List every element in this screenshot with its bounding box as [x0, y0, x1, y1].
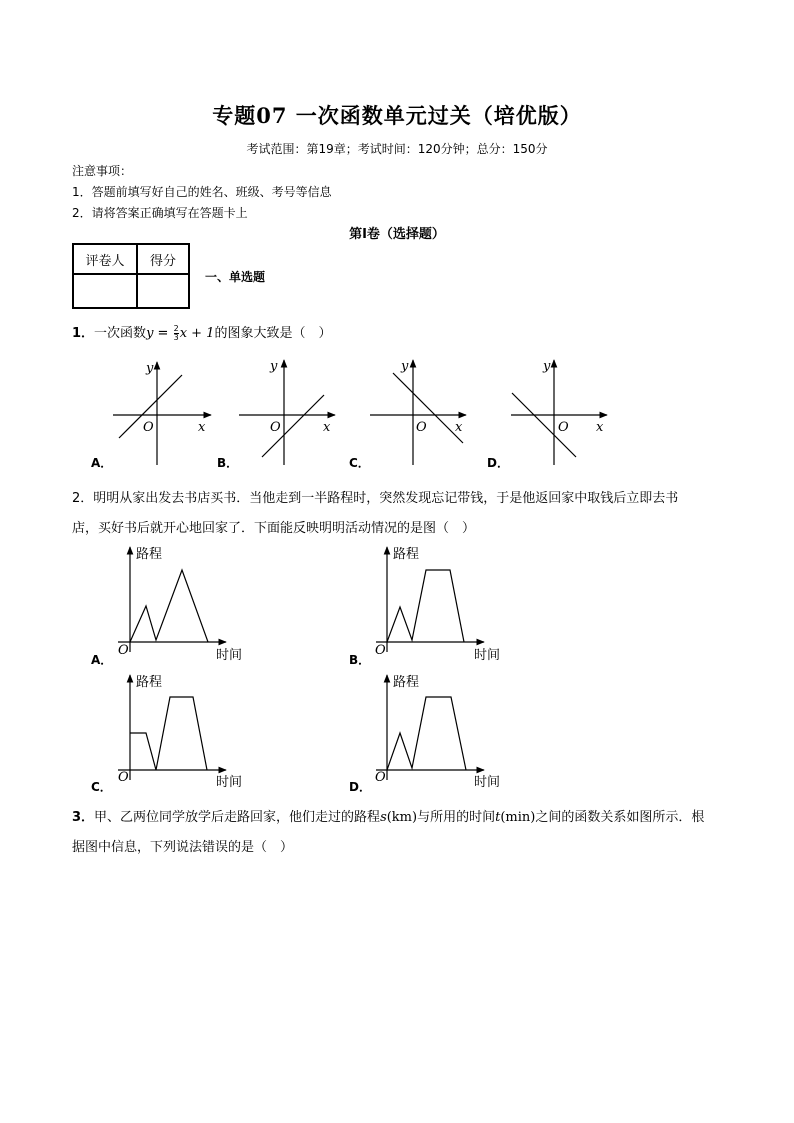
q2-b-y-label: 路程: [393, 547, 420, 562]
q1-graph-b: [239, 359, 335, 465]
q2-d-y-label: 路程: [393, 675, 420, 690]
q2-d-origin: O: [375, 770, 386, 785]
q1-formula-rest: x + 1: [179, 326, 215, 341]
q1-graph-c: [370, 359, 466, 465]
q2-graph-a: [118, 547, 242, 663]
q2-b-x-label: 时间: [474, 648, 501, 663]
q1-graph-d: [511, 359, 607, 465]
q1-a-x-label: x: [198, 420, 206, 435]
q2-a-y-label: 路程: [136, 547, 163, 562]
q1-d-y-label: y: [543, 359, 551, 374]
q3-number: 3．: [72, 810, 95, 825]
q2-option-a[interactable]: A．: [91, 653, 113, 667]
score-table-header-score: 得分: [137, 244, 189, 274]
q1-c-origin: O: [416, 420, 427, 435]
q1-option-b[interactable]: B．: [217, 456, 239, 470]
q1-d-x-label: x: [596, 420, 604, 435]
q1-graph-a: [113, 361, 211, 465]
q2-a-x-label: 时间: [216, 648, 243, 663]
q3-var-t: t: [495, 810, 501, 825]
section-title: 第I卷（选择题）: [349, 227, 445, 242]
question-3: [72, 806, 704, 825]
q1-c-y-label: y: [401, 359, 409, 374]
q1-a-y-label: y: [146, 361, 154, 376]
score-table-header-reviewer: 评卷人: [73, 244, 137, 274]
q2-graph-c: [118, 675, 242, 790]
page-title: 专题07 一次函数单元过关（培优版）: [212, 103, 582, 128]
q1-b-origin: O: [270, 420, 281, 435]
q2-b-origin: O: [375, 643, 386, 658]
q3-var-s: s: [380, 810, 387, 825]
q3-unit-km: (km): [386, 810, 418, 825]
notice-item-2: 2．请将答案正确填写在答题卡上: [72, 206, 248, 220]
q1-option-a[interactable]: A．: [91, 456, 113, 470]
q3-text-1: 甲、乙两位同学放学后走路回家，他们走过的路程: [94, 810, 381, 825]
q2-graph-d: [375, 675, 500, 790]
q2-c-origin: O: [118, 770, 129, 785]
q3-text-3: 之间的函数关系如图所示．根: [535, 810, 705, 825]
q1-formula-eq: =: [153, 326, 173, 341]
q3-line-2: 据图中信息，下列说法错误的是（ ）: [72, 840, 294, 855]
q1-option-d[interactable]: D．: [487, 456, 509, 470]
q3-text-2: 与所用的时间: [417, 810, 496, 825]
q2-c-y-label: 路程: [136, 675, 163, 690]
q1-d-origin: O: [558, 420, 569, 435]
q2-option-c[interactable]: C．: [91, 780, 112, 794]
q2-option-d[interactable]: D．: [349, 780, 371, 794]
q1-frac-numerator: 2: [173, 324, 179, 333]
q1-option-c[interactable]: C．: [349, 456, 370, 470]
q1-text-before: 一次函数: [94, 326, 147, 341]
q2-line-2: 店，买好书后就开心地回家了．下面能反映明明活动情况的是图（ ）: [72, 521, 476, 536]
q2-c-x-label: 时间: [216, 775, 243, 790]
exam-info: 考试范围：第19章；考试时间：120分钟；总分：150分: [246, 142, 548, 156]
q1-text-after: 的图象大致是（ ）: [214, 326, 332, 341]
q1-c-x-label: x: [455, 420, 463, 435]
q2-d-x-label: 时间: [474, 775, 501, 790]
q1-frac-denominator: 3: [173, 333, 179, 342]
notice-item-1: 1．答题前填写好自己的姓名、班级、考号等信息: [72, 185, 332, 199]
q2-graph-b: [375, 547, 500, 663]
q2-line-1: 2．明明从家出发去书店买书．当他走到一半路程时，突然发现忘记带钱，于是他返回家中取钱后立即去书: [72, 491, 679, 506]
q3-unit-min: (min): [500, 810, 536, 825]
q1-b-x-label: x: [323, 420, 331, 435]
q2-a-origin: O: [118, 643, 129, 658]
q1-b-y-label: y: [270, 359, 278, 374]
q1-number: 1．: [72, 326, 95, 341]
q1-formula-y: y: [146, 326, 154, 341]
part-title: 一、单选题: [205, 270, 266, 284]
notice-heading: 注意事项：: [72, 164, 133, 178]
q2-option-b[interactable]: B．: [349, 653, 371, 667]
q1-a-origin: O: [143, 420, 154, 435]
